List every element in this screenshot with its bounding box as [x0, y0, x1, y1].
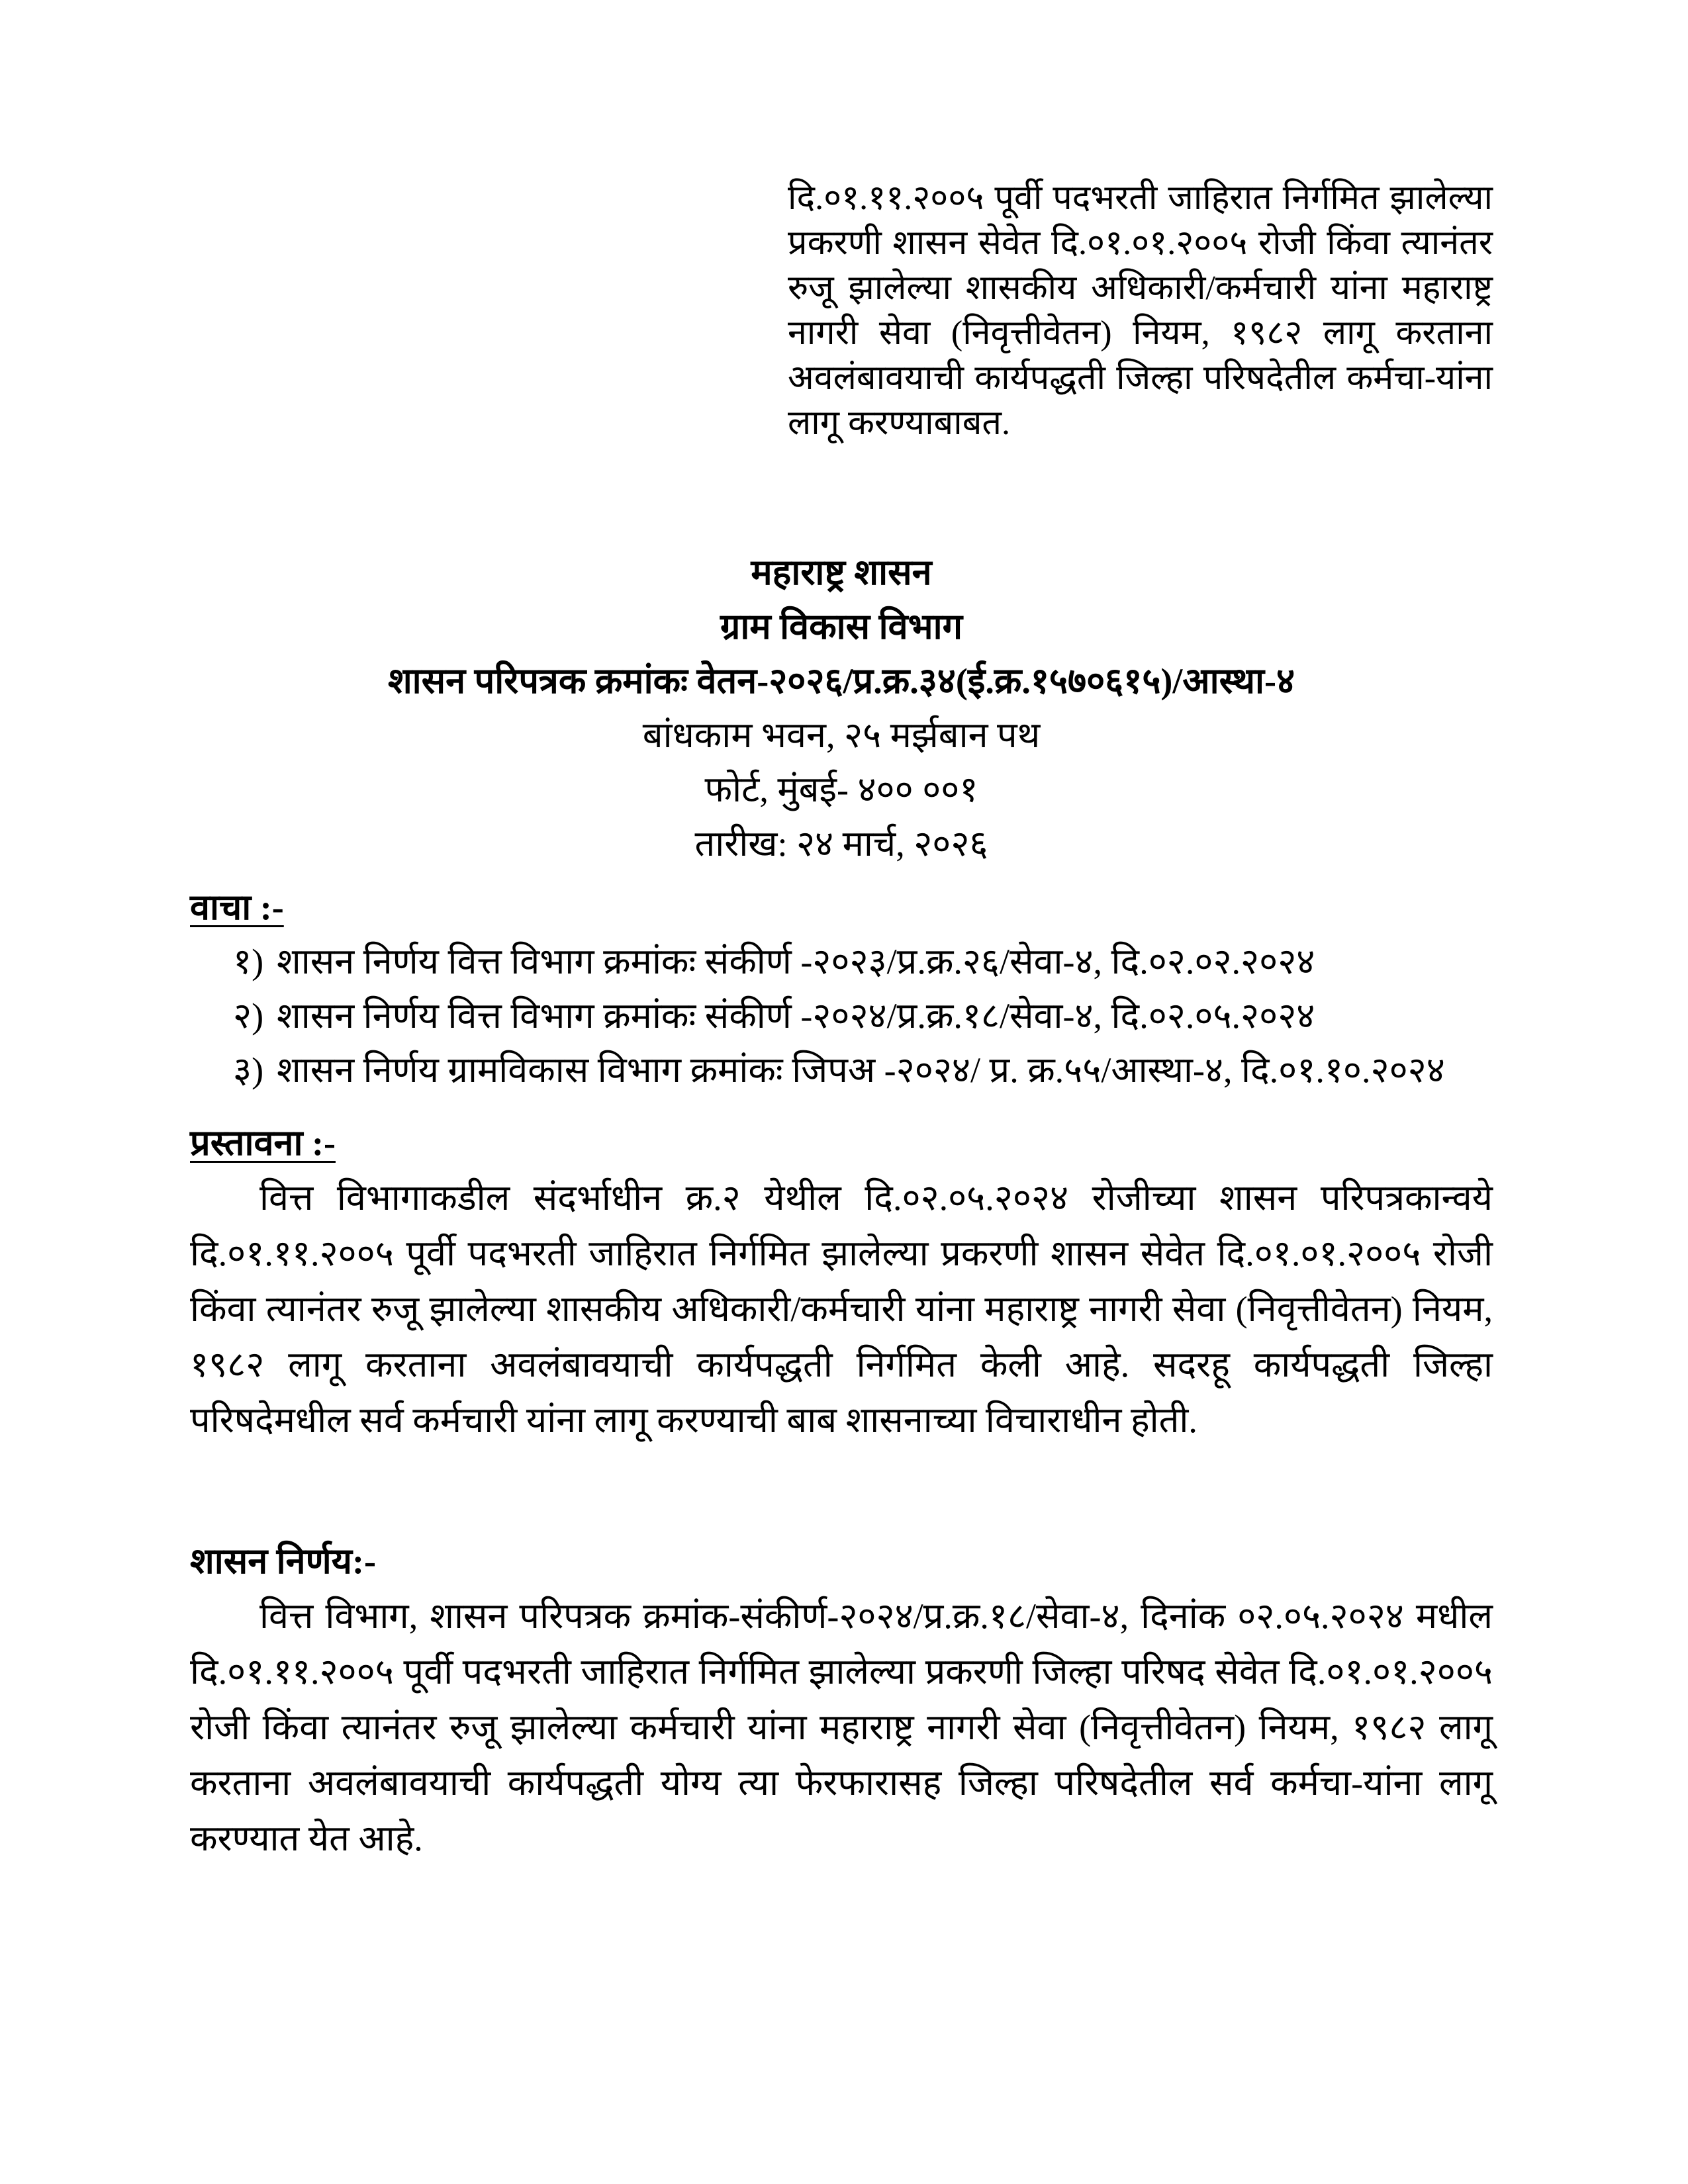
- date-line: तारीख: २४ मार्च, २०२६: [694, 824, 988, 864]
- read-heading: [190, 880, 1493, 934]
- government-title: महाराष्ट्र शासन: [751, 553, 932, 592]
- list-item-number: १): [233, 942, 264, 981]
- introduction-paragraph: वित्त विभागाकडील संदर्भाधीन क्र.२ येथील दि.०२.०५.२०२४ रोजीच्या शासन परिपत्रकान्वये दि.०१.११.२००५ पूर्वी पदभरती जाहिरात निर्गमित झालेल्या प्रकरणी शासन सेवेत दि.०१.०१.२००५ रोजी किंवा त्यानंतर रुजू झालेल्या शासकीय अधिकारी/कर्मचारी यांना महाराष्ट्र नागरी सेवा (निवृत्तीवेतन) नियम, १९८२ लागू करताना अवलंबावयाची कार्यपद्धती निर्गमित केली आहे. सदरहू कार्यपद्धती जिल्हा परिषदेमधील सर्व कर्मचारी यांना लागू करण्याची बाब शासनाच्या विचाराधीन होती.: [190, 1178, 1493, 1440]
- list-item: [233, 989, 1493, 1043]
- list-item: [233, 934, 1493, 989]
- circular-number: शासन परिपत्रक क्रमांकः वेतन-२०२६/प्र.क्र.३४(ई.क्र.१५७०६१५)/आस्था-४: [387, 661, 1295, 701]
- list-item-text: शासन निर्णय ग्रामविकास विभाग क्रमांकः जिपअ -२०२४/ प्र. क्र.५५/आस्था-४, दि.०१.१०.२०२४: [277, 1050, 1445, 1090]
- government-header: [190, 545, 1493, 871]
- list-item-text: शासन निर्णय वित्त विभाग क्रमांकः संकीर्ण -२०२४/प्र.क्र.१८/सेवा-४, दि.०२.०५.२०२४: [277, 996, 1315, 1036]
- decision-paragraph: वित्त विभाग, शासन परिपत्रक क्रमांक-संकीर्ण-२०२४/प्र.क्र.१८/सेवा-४, दिनांक ०२.०५.२०२४ मधील दि.०१.११.२००५ पूर्वी पदभरती जाहिरात निर्गमित झालेल्या प्रकरणी जिल्हा परिषद सेवेत दि.०१.०१.२००५ रोजी किंवा त्यानंतर रुजू झालेल्या कर्मचारी यांना महाराष्ट्र नागरी सेवा (निवृत्तीवेतन) नियम, १९८२ लागू करताना अवलंबावयाची कार्यपद्धती योग्य त्या फेरफारासह जिल्हा परिषदेतील सर्व कर्मचा-यांना लागू करण्यात येत आहे.: [190, 1596, 1493, 1858]
- read-list: [233, 934, 1493, 1097]
- decision-heading: [190, 1534, 1493, 1588]
- decision-heading-text: शासन निर्णय:-: [190, 1541, 376, 1581]
- introduction-heading-text: प्रस्तावना :-: [190, 1123, 336, 1163]
- department-title: ग्राम विकास विभाग: [720, 607, 963, 647]
- list-item-number: ३): [233, 1050, 264, 1090]
- read-heading-text: वाचा :-: [190, 887, 284, 927]
- list-item: [233, 1043, 1493, 1097]
- address-line-1: बांधकाम भवन, २५ मर्झबान पथ: [642, 715, 1041, 755]
- introduction-heading: [190, 1116, 1493, 1170]
- list-item-text: शासन निर्णय वित्त विभाग क्रमांकः संकीर्ण -२०२३/प्र.क्र.२६/सेवा-४, दि.०२.०२.२०२४: [277, 942, 1315, 981]
- list-item-number: २): [233, 996, 264, 1036]
- address-line-2: फोर्ट, मुंबई- ४०० ००१: [704, 770, 978, 809]
- subject-paragraph: दि.०१.११.२००५ पूर्वी पदभरती जाहिरात निर्गमित झालेल्या प्रकरणी शासन सेवेत दि.०१.०१.२००५ रोजी किंवा त्यानंतर रुजू झालेल्या शासकीय अधिकारी/कर्मचारी यांना महाराष्ट्र नागरी सेवा (निवृत्तीवेतन) नियम, १९८२ लागू करताना अवलंबावयाची कार्यपद्धती जिल्हा परिषदेतील कर्मचा-यांना लागू करण्याबाबत.: [788, 179, 1493, 442]
